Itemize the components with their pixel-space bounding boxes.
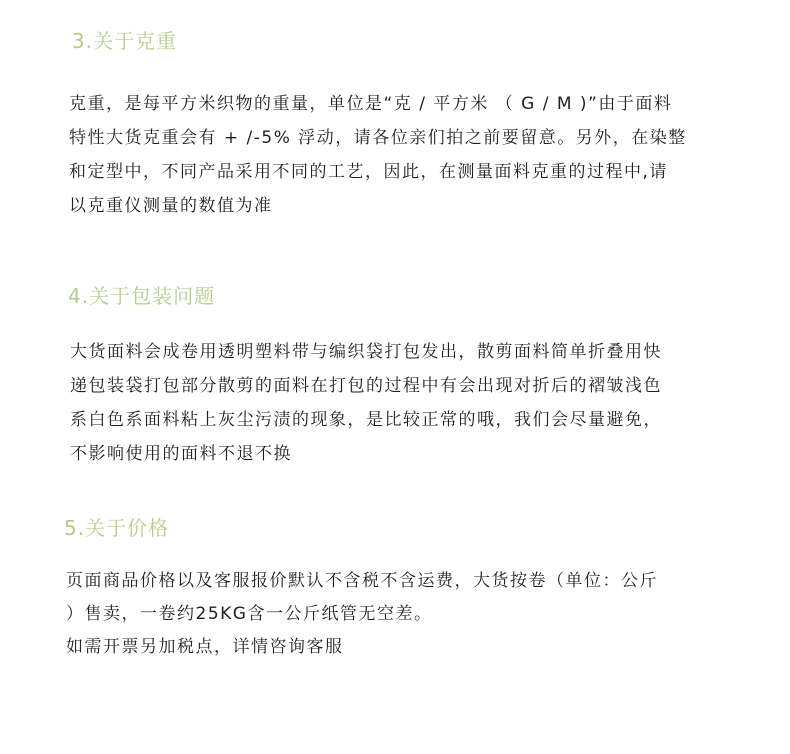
paragraph-line: 大货面料会成卷用透明塑料带与编织袋打包发出，散剪面料简单折叠用快 — [70, 342, 662, 362]
paragraph-line: 特性大货克重会有 + /-5% 浮动，请各位亲们拍之前要留意。另外，在染整 — [69, 128, 687, 148]
section-heading: 5.关于价格 — [64, 516, 170, 540]
section-paragraph — [66, 565, 726, 664]
paragraph-line: 系白色系面料粘上灰尘污渍的现象，是比较正常的哦，我们会尽量避免， — [70, 410, 662, 430]
paragraph-line: 克重，是每平方米织物的重量，单位是“克 / 平方米 （ G / M )”由于面料 — [69, 94, 673, 114]
section-paragraph — [69, 87, 729, 223]
paragraph-line: 页面商品价格以及客服报价默认不含税不含运费，大货按卷（单位：公斤 — [66, 571, 658, 591]
section-paragraph — [70, 335, 730, 471]
paragraph-line: 以克重仪测量的数值为准 — [69, 196, 273, 216]
paragraph-line: 和定型中，不同产品采用不同的工艺，因此，在测量面料克重的过程中,请 — [69, 162, 668, 182]
paragraph-line: 递包装袋打包部分散剪的面料在打包的过程中有会出现对折后的褶皱浅色 — [70, 376, 662, 396]
paragraph-line: 如需开票另加税点，详情咨询客服 — [66, 637, 344, 657]
section-heading: 3.关于克重 — [72, 29, 178, 53]
section-heading: 4.关于包装问题 — [68, 284, 216, 308]
paragraph-line: ）售卖，一卷约25KG含一公斤纸管无空差。 — [66, 604, 433, 624]
paragraph-line: 不影响使用的面料不退不换 — [70, 444, 292, 464]
